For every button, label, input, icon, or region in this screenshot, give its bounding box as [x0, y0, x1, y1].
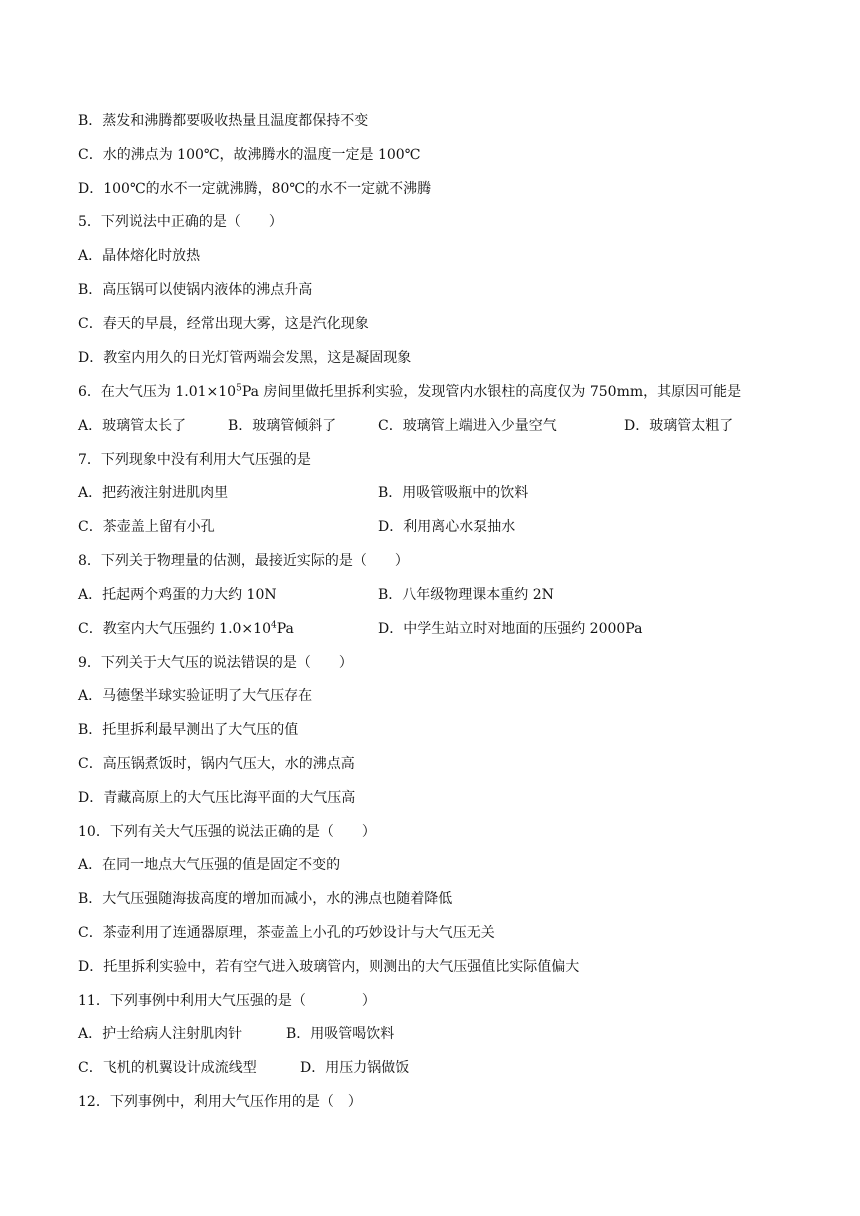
question-6-text-start: 6．在大气压为 1.01×10 [78, 384, 237, 400]
question-6-exponent: 5 [236, 383, 242, 394]
question-10-option-b: B．大气压强随海拔高度的增加而减小，水的沸点也随着降低 [78, 891, 453, 907]
question-9-option-c: C．高压锅煮饭时，锅内气压大，水的沸点高 [78, 756, 355, 772]
question-5-option-a: A．晶体熔化时放热 [78, 248, 201, 264]
question-5: 5．下列说法中正确的是（ ） [78, 214, 283, 230]
question-8-option-b: B．八年级物理课本重约 2N [378, 587, 554, 603]
question-8: 8．下列关于物理量的估测，最接近实际的是（ ） [78, 553, 409, 569]
question-8-option-a: A．托起两个鸡蛋的力大约 10N [78, 587, 277, 603]
question-9-option-a: A．马德堡半球实验证明了大气压存在 [78, 688, 313, 704]
question-7-option-c: C．茶壶盖上留有小孔 [78, 519, 215, 535]
question-6-text-end: Pa 房间里做托里拆利实验，发现管内水银柱的高度仅为 750mm，其原因可能是 [241, 384, 742, 400]
question-8-option-c-unit: Pa [276, 621, 294, 637]
question-8-option-c [78, 620, 294, 638]
question-5-option-c: C．春天的早晨，经常出现大雾，这是汽化现象 [78, 316, 369, 332]
question-11-option-d: D．用压力锅做饭 [300, 1060, 410, 1076]
question-7-option-a: A．把药液注射进肌肉里 [78, 485, 229, 501]
question-11-option-a: A．护士给病人注射肌肉针 [78, 1026, 243, 1042]
question-9-option-b: B．托里拆利最早测出了大气压的值 [78, 722, 299, 738]
question-10-option-a: A．在同一地点大气压强的值是固定不变的 [78, 857, 341, 873]
question-9-option-d: D．青藏高原上的大气压比海平面的大气压高 [78, 790, 356, 806]
option-b-line: B．蒸发和沸腾都要吸收热量且温度都保持不变 [78, 113, 369, 129]
question-7-option-b: B．用吸管吸瓶中的饮料 [378, 485, 529, 501]
question-6-option-a: A．玻璃管太长了 [78, 418, 187, 434]
question-10-option-c: C．茶壶利用了连通器原理，茶壶盖上小孔的巧妙设计与大气压无关 [78, 925, 495, 941]
question-11-option-b: B．用吸管喝饮料 [286, 1026, 395, 1042]
option-c-line: C．水的沸点为 100℃，故沸腾水的温度一定是 100℃ [78, 147, 421, 163]
question-7: 7．下列现象中没有利用大气压强的是 [78, 452, 311, 468]
question-5-option-d: D．教室内用久的日光灯管两端会发黑，这是凝固现象 [78, 350, 412, 366]
question-8-option-c-text: C．教室内大气压强约 1.0×10 [78, 621, 271, 637]
question-6-option-d: D．玻璃管太粗了 [624, 418, 734, 434]
question-6-option-b: B．玻璃管倾斜了 [228, 418, 337, 434]
question-10-option-d: D．托里拆利实验中，若有空气进入玻璃管内，则测出的大气压强值比实际值偏大 [78, 959, 580, 975]
question-6 [78, 383, 741, 401]
question-11-option-c: C．飞机的机翼设计成流线型 [78, 1060, 257, 1076]
question-8-option-d: D．中学生站立时对地面的压强约 2000Pa [378, 621, 643, 637]
question-5-option-b: B．高压锅可以使锅内液体的沸点升高 [78, 282, 313, 298]
question-8-option-c-exponent: 4 [270, 620, 277, 631]
question-10: 10．下列有关大气压强的说法正确的是（ ） [78, 824, 376, 840]
question-12: 12．下列事例中，利用大气压作用的是（ ） [78, 1094, 362, 1110]
question-6-option-c: C．玻璃管上端进入少量空气 [378, 418, 557, 434]
option-d-line: D．100℃的水不一定就沸腾，80℃的水不一定就不沸腾 [78, 181, 432, 197]
question-11: 11．下列事例中利用大气压强的是（ ） [78, 993, 376, 1009]
question-9: 9．下列关于大气压的说法错误的是（ ） [78, 655, 353, 671]
question-7-option-d: D．利用离心水泵抽水 [378, 519, 516, 535]
